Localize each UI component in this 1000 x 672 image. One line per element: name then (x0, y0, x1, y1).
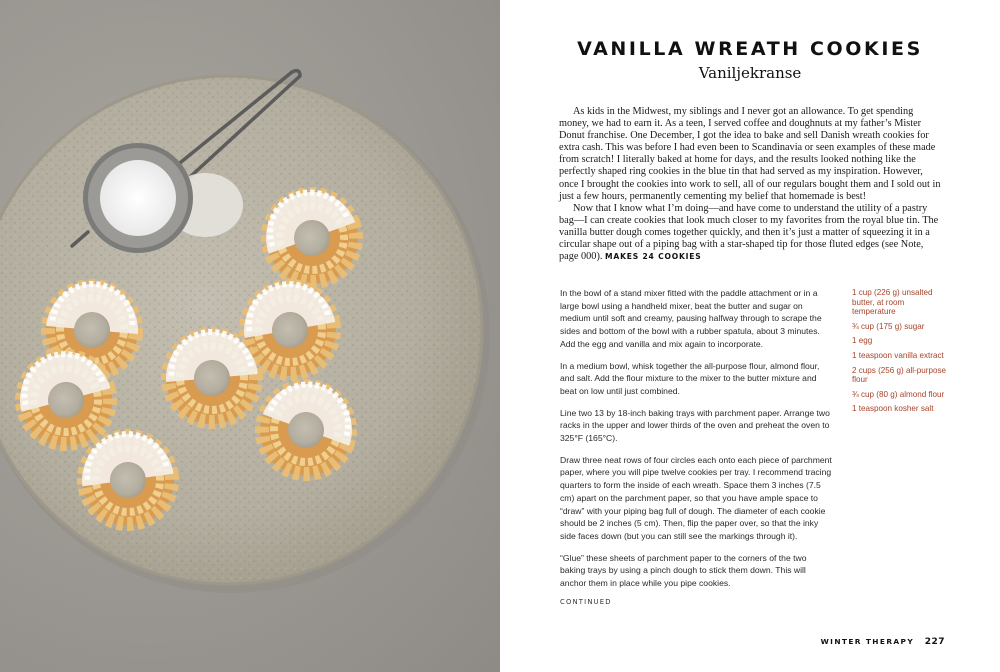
powdered-sugar (100, 160, 176, 236)
intro-paragraph (559, 203, 941, 263)
ingredient-item: 1 egg (852, 336, 873, 346)
intro-paragraph: As kids in the Midwest, my siblings and I never got an allowance. To get spending money, we had to earn it. As a teen, I served coffee and doughnuts at my father’s Mister Donut franchise. One December, I got the idea to bake and sell Danish wreath cookies for extra cash. This was before I had even been to Scandinavia or seen examples of these made from scratch! I literally baked at home for days, and the results looked nothing like the perfectly shaped ring cookies in the blue tin that had served as my inspiration. However, once I brought the cookies into work to sell, all of our regulars bought them and I sold out in just a few hours, permanently cementing my belief that homemade is best! (559, 106, 941, 202)
intro-text: Now that I know what I’m doing—and have come to understand the utility of a pastry bag—I can create cookies that look much closer to my favorites from the royal blue tin. The vanilla butter dough comes together quickly, and then it’s just a matter of squeezing it in a circular shape out of a piping bag with a star-shaped tip for those fluted edges (see Note, page 000). (559, 202, 939, 263)
section-name: WINTER THERAPY (820, 637, 915, 646)
ingredient-item: 1 teaspoon kosher salt (852, 404, 934, 414)
recipe-subtitle: Vaniljekranse (698, 64, 802, 82)
continued-label: CONTINUED (560, 598, 612, 606)
method-step: In the bowl of a stand mixer fitted with the paddle attachment or in a large bowl using a handheld mixer, beat the butter and sugar on medium until soft and creamy, pausing halfway through to scrape the sides and bottom of the bowl with a rubber spatula, about 3 minutes. Add the egg and vanilla and mix again to incorporate. (560, 288, 822, 349)
method-step: “Glue” these sheets of parchment paper to the corners of the two baking trays by using a pinch dough to stick them down. This will anchor them in place while you pipe cookies. (560, 552, 807, 589)
recipe-page (500, 0, 1000, 672)
yield-label: MAKES 24 COOKIES (605, 252, 702, 262)
ingredient-item: ¾ cup (175 g) sugar (852, 321, 925, 331)
recipe-intro (559, 106, 941, 263)
method-steps (560, 287, 832, 599)
page-number: 227 (924, 637, 945, 647)
method-step: Line two 13 by 18-inch baking trays with parchment paper. Arrange two racks in the upper and lower thirds of the oven and preheat the oven to 325°F (165°C). (560, 407, 830, 444)
ingredient-item: 1 cup (226 g) unsalted butter, at room temperature (852, 288, 933, 317)
ingredient-list (852, 288, 947, 419)
ingredient-item: ¾ cup (80 g) almond flour (852, 389, 945, 399)
recipe-title: VANILLA WREATH COOKIES (577, 38, 923, 60)
method-step: Draw three neat rows of four circles each onto each piece of parchment paper, where you will pipe twelve cookies per tray. I recommend tracing quarters to form the inside of each wreath. Space them 3 inches (7.5 cm) apart on the parchment paper, so that you have ample space to “draw” with your piping bag full of dough. The diameter of each cookie should be 2 inches (5 cm). Then, flip the paper over, so that the inky side faces down (but you can still see the markings through it). (560, 454, 832, 541)
method-step: In a medium bowl, whisk together the all-purpose flour, almond flour, and salt. Add the flour mixture to the mixer to the butter mixture and beat on low until just combined. (560, 360, 820, 396)
ingredient-item: 1 teaspoon vanilla extract (852, 350, 944, 360)
ingredient-item: 2 cups (256 g) all-purpose flour (852, 365, 947, 385)
page-footer (821, 637, 945, 647)
